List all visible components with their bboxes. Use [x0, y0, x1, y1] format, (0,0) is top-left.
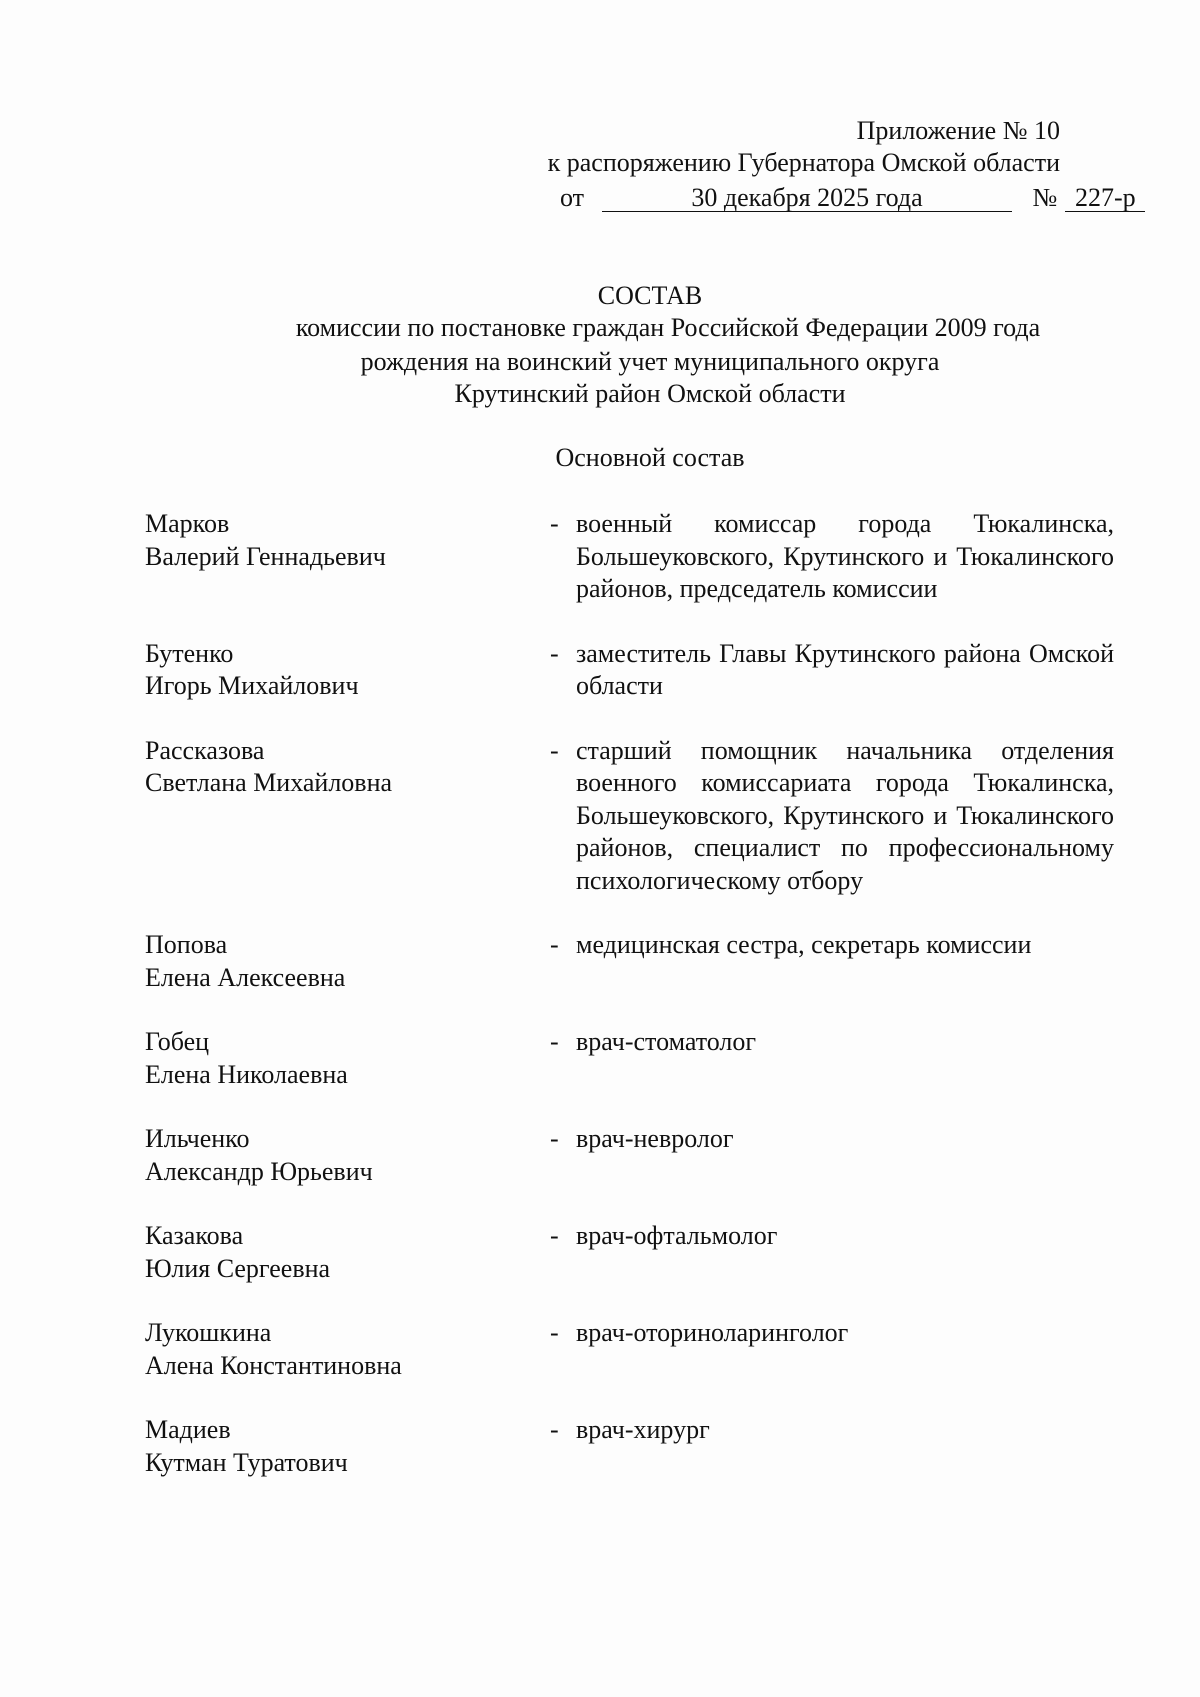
member-row [145, 1220, 1115, 1285]
document-title: СОСТАВ [597, 281, 703, 310]
member-given-name: Валерий Геннадьевич [145, 541, 386, 571]
member-role: старший помощник начальника отделения военного комиссариата города Тюкалинска, Большеуковского, Крутинского и Тюкалинского районов, специалист по профессиональному психологическому отбору [576, 735, 1114, 895]
member-role: заместитель Главы Крутинского района Омской области [576, 638, 1114, 700]
member-name [145, 638, 550, 703]
member-name [145, 929, 550, 994]
from-label: от [560, 183, 585, 212]
member-given-name: Кутман Туратович [145, 1447, 348, 1477]
member-surname: Мадиев [145, 1415, 231, 1444]
member-name [145, 1026, 550, 1091]
member-dash: - [550, 1221, 559, 1250]
title-line-2: рождения на воинский учет муниципального округа [360, 347, 940, 376]
member-surname: Ильченко [145, 1124, 250, 1153]
order-number: 227-р [1065, 185, 1145, 212]
member-given-name: Алена Константиновна [145, 1350, 402, 1380]
member-role: врач-стоматолог [576, 1027, 757, 1056]
member-role: военный комиссар города Тюкалинска, Большеуковского, Крутинского и Тюкалинского районов, председатель комиссии [576, 509, 1114, 603]
member-role: врач-оториноларинголог [576, 1318, 849, 1347]
member-given-name: Елена Николаевна [145, 1059, 348, 1089]
member-given-name: Александр Юрьевич [145, 1156, 373, 1186]
member-given-name: Игорь Михайлович [145, 671, 359, 700]
member-given-name: Елена Алексеевна [145, 962, 346, 992]
member-row [145, 638, 1115, 703]
order-date: 30 декабря 2025 года [602, 185, 1012, 212]
member-role: врач-хирург [576, 1415, 710, 1444]
members-list [145, 508, 1115, 1479]
member-name [145, 1220, 550, 1285]
member-surname: Рассказова [145, 735, 265, 765]
member-surname: Марков [145, 509, 230, 538]
member-name [145, 508, 550, 606]
title-line-1: комиссии по постановке граждан Российской Федерации 2009 года [295, 313, 1041, 342]
member-surname: Казакова [145, 1221, 244, 1250]
number-label: № [1032, 183, 1058, 212]
section-heading: Основной состав [555, 443, 745, 472]
member-role: врач-невролог [576, 1124, 734, 1153]
member-dash: - [550, 1318, 559, 1347]
member-dash: - [550, 638, 559, 668]
member-name [145, 735, 550, 898]
member-row [145, 1414, 1115, 1479]
member-given-name: Юлия Сергеевна [145, 1253, 331, 1283]
member-given-name: Светлана Михайловна [145, 768, 393, 797]
member-row [145, 1026, 1115, 1091]
member-row [145, 735, 1115, 898]
member-surname: Лукошкина [145, 1318, 272, 1347]
member-dash: - [550, 509, 559, 538]
member-dash: - [550, 1027, 559, 1056]
member-row [145, 929, 1115, 994]
member-surname: Гобец [145, 1027, 210, 1056]
appendix-number: Приложение № 10 [856, 116, 1060, 145]
member-dash: - [550, 930, 559, 959]
member-name [145, 1317, 550, 1382]
member-row [145, 1123, 1115, 1188]
appendix-reference: к распоряжению Губернатора Омской области [547, 148, 1060, 177]
appendix-date-line [560, 182, 1145, 214]
member-surname: Попова [145, 930, 228, 959]
member-row [145, 1317, 1115, 1382]
member-dash: - [550, 1124, 559, 1153]
member-row [145, 508, 1115, 606]
member-surname: Бутенко [145, 638, 234, 668]
member-name [145, 1123, 550, 1188]
member-role: медицинская сестра, секретарь комиссии [576, 930, 1032, 959]
member-dash: - [550, 735, 559, 765]
member-dash: - [550, 1415, 559, 1444]
member-role: врач-офтальмолог [576, 1221, 778, 1250]
member-name [145, 1414, 550, 1479]
title-line-3: Крутинский район Омской области [454, 379, 846, 408]
